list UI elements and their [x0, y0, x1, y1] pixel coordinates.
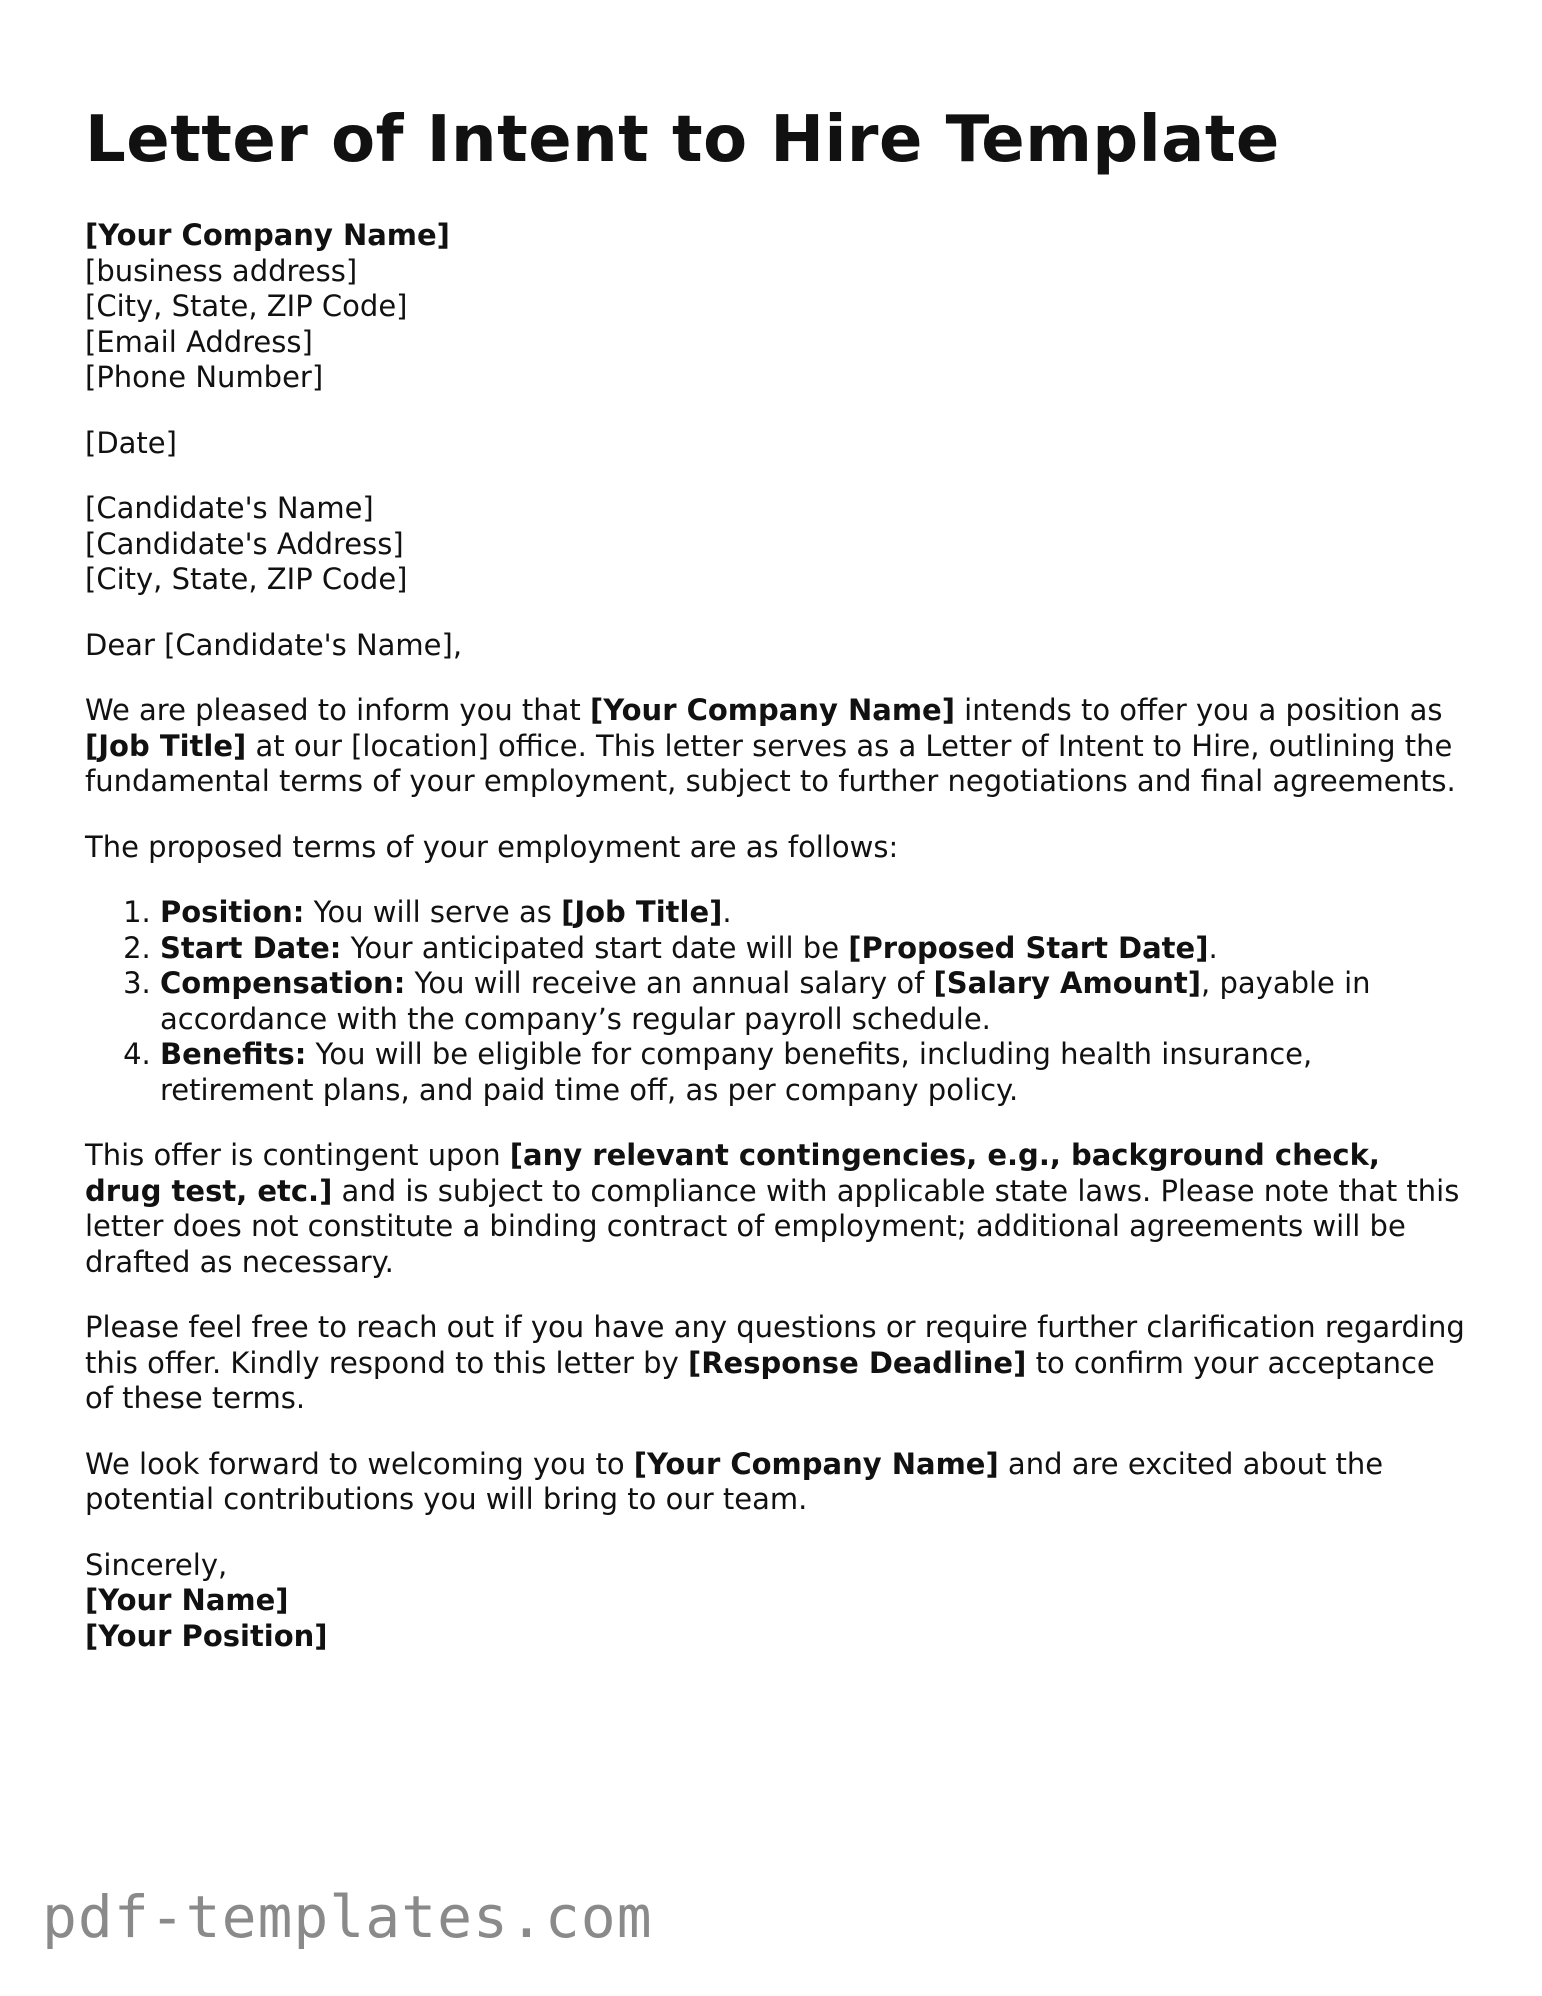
response-paragraph: Please feel free to reach out if you have any questions or require further clarification regarding this offer. Kindly respond to this letter by [Response Deadline] to confirm your acceptance of these terms.: [85, 1310, 1465, 1415]
signer-position: [Your Position]: [85, 1618, 328, 1653]
sender-phone: [Phone Number]: [85, 360, 324, 394]
closing-sincerely: Sincerely,: [85, 1547, 228, 1582]
recipient-city-state-zip: [City, State, ZIP Code]: [85, 562, 408, 596]
salutation: Dear [Candidate's Name],: [85, 627, 463, 662]
term-item-start-date: 2. Start Date: Your anticipated start date will be [Proposed Start Date].: [160, 931, 1465, 967]
date-block: [85, 426, 1465, 462]
recipient-block: [85, 491, 1465, 598]
term-item-position: 1. Position: You will serve as [Job Title].: [160, 895, 1465, 931]
intro-paragraph: We are pleased to inform you that [Your Company Name] intends to offer you a position as [Job Title] at our [location] office. This letter serves as a Letter of Intent to Hire, outlining the fundamental terms of your employment, subject to further negotiations and final agreements.: [85, 693, 1456, 798]
sender-block: [85, 218, 1465, 396]
signature-block: [85, 1548, 1465, 1655]
contingency-paragraph: This offer is contingent upon [any relevant contingencies, e.g., background check, drug test, etc.] and is subject to compliance with applicable state laws. Please note that this letter does not constitute a binding contract of employment; additional agreements will be drafted as necessary.: [85, 1138, 1460, 1279]
watermark-text: pdf-templates.com: [42, 1883, 653, 1951]
sender-address: [business address]: [85, 253, 358, 288]
sender-email: [Email Address]: [85, 324, 313, 359]
terms-intro: The proposed terms of your employment are as follows:: [85, 829, 899, 864]
letter-date: [Date]: [85, 425, 177, 460]
recipient-address: [Candidate's Address]: [85, 526, 404, 561]
letter-document: [85, 100, 1465, 1654]
sender-city-state-zip: [City, State, ZIP Code]: [85, 289, 408, 323]
term-item-benefits: 4. Benefits: You will be eligible for company benefits, including health insurance, retirement plans, and paid time off, as per company policy.: [160, 1037, 1465, 1108]
signer-name: [Your Name]: [85, 1583, 289, 1617]
page-title: Letter of Intent to Hire Template: [85, 103, 1280, 177]
term-item-compensation: 3. Compensation: You will receive an annual salary of [Salary Amount], payable in accordance with the company’s regular payroll schedule.: [160, 966, 1465, 1037]
recipient-name: [Candidate's Name]: [85, 491, 374, 525]
welcome-paragraph: We look forward to welcoming you to [Your Company Name] and are excited about the potential contributions you will bring to our team.: [85, 1446, 1384, 1516]
terms-list: [85, 895, 1465, 1108]
sender-company: [Your Company Name]: [85, 218, 450, 252]
